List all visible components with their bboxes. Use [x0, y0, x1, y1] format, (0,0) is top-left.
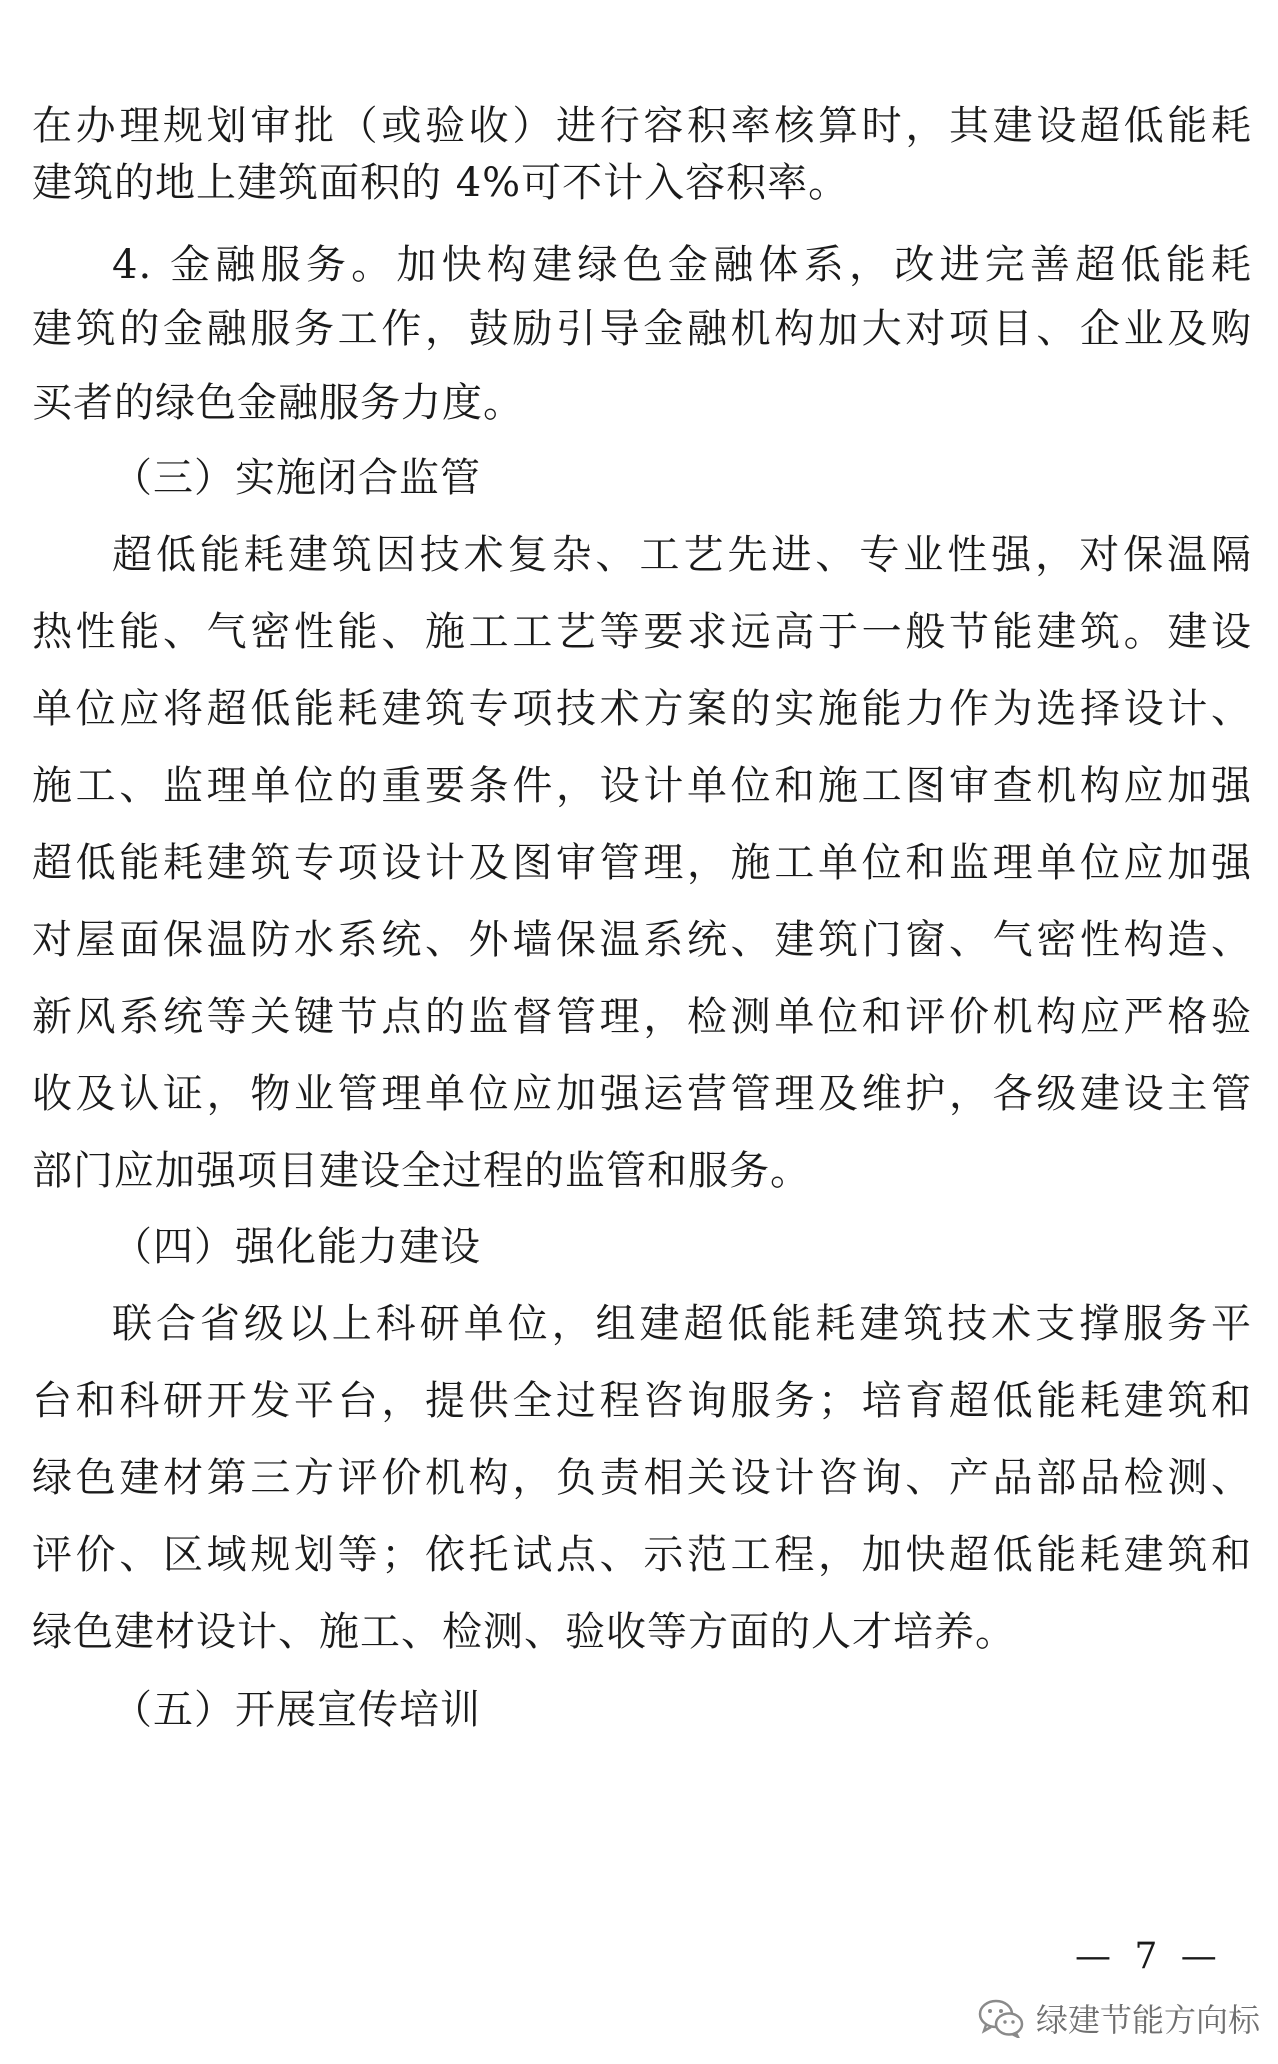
paragraph-line: 新风系统等关键节点的监督管理，检测单位和评价机构应严格验 — [32, 994, 1252, 1040]
paragraph-line: 部门应加强项目建设全过程的监管和服务。 — [32, 1148, 811, 1194]
paragraph-line: 4. 金融服务。加快构建绿色金融体系，改进完善超低能耗 — [112, 242, 1252, 288]
paragraph-line: 单位应将超低能耗建筑专项技术方案的实施能力作为选择设计、 — [32, 686, 1252, 732]
page-number: — 7 — — [1075, 1936, 1223, 1977]
watermark — [978, 1994, 1260, 2042]
paragraph-line: 施工、监理单位的重要条件，设计单位和施工图审查机构应加强 — [32, 763, 1252, 809]
paragraph-line: 绿色建材第三方评价机构，负责相关设计咨询、产品部品检测、 — [32, 1455, 1252, 1501]
paragraph-line: 对屋面保温防水系统、外墙保温系统、建筑门窗、气密性构造、 — [32, 917, 1252, 963]
paragraph-line: 在办理规划审批（或验收）进行容积率核算时，其建设超低能耗 — [32, 103, 1252, 149]
paragraph-line: 超低能耗建筑因技术复杂、工艺先进、专业性强，对保温隔 — [112, 532, 1252, 578]
section-heading: （五）开展宣传培训 — [112, 1687, 481, 1733]
paragraph-line: 建筑的地上建筑面积的 4%可不计入容积率。 — [32, 160, 850, 206]
paragraph-line: 超低能耗建筑专项设计及图审管理，施工单位和监理单位应加强 — [32, 840, 1252, 886]
paragraph-line: 台和科研开发平台，提供全过程咨询服务；培育超低能耗建筑和 — [32, 1378, 1252, 1424]
section-heading: （四）强化能力建设 — [112, 1224, 481, 1270]
watermark-text: 绿建节能方向标 — [1036, 2001, 1261, 2039]
paragraph-line: 建筑的金融服务工作，鼓励引导金融机构加大对项目、企业及购 — [32, 306, 1252, 352]
wechat-icon — [978, 1998, 1024, 2038]
paragraph-line: 买者的绿色金融服务力度。 — [32, 380, 524, 426]
paragraph-line: 收及认证，物业管理单位应加强运营管理及维护，各级建设主管 — [32, 1071, 1252, 1117]
paragraph-line: 联合省级以上科研单位，组建超低能耗建筑技术支撑服务平 — [112, 1301, 1252, 1347]
paragraph-line: 绿色建材设计、施工、检测、验收等方面的人才培养。 — [32, 1609, 1016, 1655]
paragraph-line: 评价、区域规划等；依托试点、示范工程，加快超低能耗建筑和 — [32, 1532, 1252, 1578]
paragraph-line: 热性能、气密性能、施工工艺等要求远高于一般节能建筑。建设 — [32, 609, 1252, 655]
section-heading: （三）实施闭合监管 — [112, 455, 481, 501]
